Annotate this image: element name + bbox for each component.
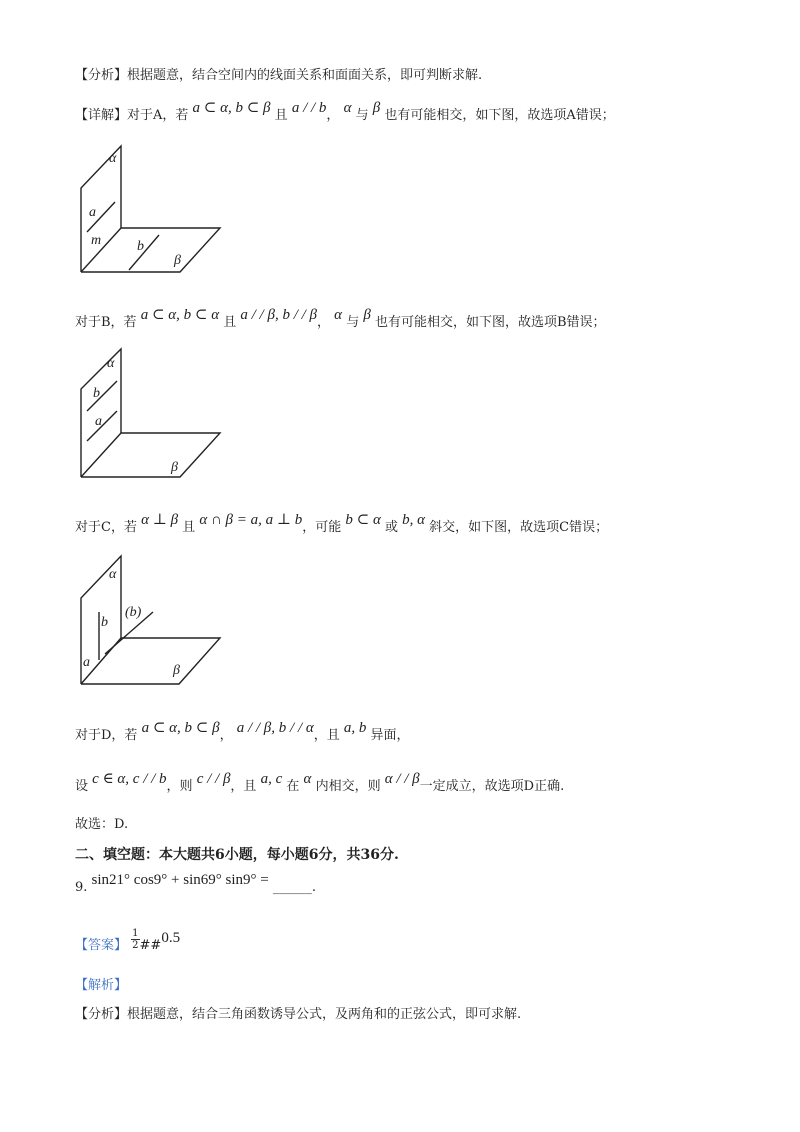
option-c-text-2: ，可能 [302,520,342,535]
option-d2-text-5: 一定成立，故选项D正确. [419,779,565,794]
detail-tag: 【详解】 [75,108,128,123]
answer-line [75,928,181,957]
option-d2-text-2: ，且 [230,779,257,794]
option-b-math-1: a ⊂ α, b ⊂ α [140,307,220,323]
option-a-math-2: a / / b [291,100,327,116]
option-a-math-4: β [372,100,381,116]
figure-b [75,345,235,485]
question-9-expression: sin21° cos9° + sin69° sin9° = [91,872,269,888]
fig-a-label-beta: β [174,253,181,268]
question-9-blank: ______. [272,880,317,895]
option-c-text-3: 或 [385,520,399,535]
section-2-heading: 二、填空题：本大题共6小题，每小题6分，共36分. [75,847,399,863]
fig-c-label-b-paren: (b) [125,605,142,620]
detail-option-c [75,512,609,536]
option-d2-text-3: 在 [286,779,300,794]
figure-c [75,550,235,690]
choice-line: 故选：D. [75,817,129,832]
option-d-text-1: ， [219,728,233,743]
option-b-math-3: α [334,307,343,323]
option-b-math-4: β [363,307,371,323]
option-d2-math-5: α / / β [384,771,420,787]
option-c-math-2: α ∩ β = a, a ⊥ b [199,512,303,528]
fig-b-label-b: b [93,386,100,401]
fig-a-label-b: b [137,239,144,254]
option-a-text-1: 且 [274,108,288,123]
question-9 [75,872,317,896]
jiexi-heading: 【解析】 [75,978,128,993]
option-c-math-4: b, α [402,512,426,528]
option-d2-text-1: ，则 [166,779,193,794]
option-b-text-3: 与 [346,315,360,330]
detail-option-b [75,307,606,331]
fig-b-label-beta: β [171,460,178,475]
option-d2-math-1: c ∈ α, c / / b [92,771,167,787]
answer-denominator: 2 [132,940,139,951]
option-c-text-4: 斜交，如下图，故选项C错误； [429,520,609,535]
option-a-math-1: a ⊂ α, b ⊂ β [192,100,271,116]
answer-alt: 0.5 [161,930,181,946]
fig-b-label-alpha: α [107,356,115,371]
option-a-prefix: 对于A，若 [127,108,189,123]
answer-separator: ## [139,938,162,953]
option-a-text-4: 也有可能相交，如下图，故选项A错误； [384,108,615,123]
option-b-math-2: a / / β, b / / β [240,307,318,323]
answer-fraction [131,928,139,951]
analysis-tag: 【分析】 [75,68,128,83]
analysis-text: 根据题意，结合空间内的线面关系和面面关系，即可判断求解. [127,68,483,83]
option-d-text-2: ，且 [313,728,340,743]
option-c-text-1: 且 [182,520,196,535]
option-d2-math-3: a, c [260,771,283,787]
option-d2-text-4: 内相交，则 [315,779,381,794]
option-a-text-2: ， [326,108,340,123]
fig-c-label-b: b [101,615,108,630]
answer-tag: 【答案】 [75,938,128,953]
detail-option-d [75,720,410,744]
fig-c-label-beta: β [173,663,180,678]
analysis-2-tag: 【分析】 [75,1007,128,1022]
option-b-prefix: 对于B，若 [75,315,137,330]
analysis-2-text: 根据题意，结合三角函数诱导公式，及两角和的正弦公式，即可求解. [127,1007,522,1022]
fig-c-label-alpha: α [109,567,117,582]
option-b-text-4: 也有可能相交，如下图，故选项B错误； [374,315,606,330]
option-d-math-2: a / / β, b / / α [236,720,314,736]
option-b-text-1: 且 [223,315,237,330]
option-d-prefix: 对于D，若 [75,728,138,743]
figure-a [75,140,235,280]
fig-c-label-a: a [83,655,90,670]
option-b-text-2: ， [317,315,331,330]
option-a-math-3: α [343,100,352,116]
option-d-math-3: a, b [343,720,367,736]
option-d2-math-2: c / / β [196,771,231,787]
analysis-line-1 [75,64,482,83]
answer-numerator: 1 [132,928,139,939]
option-a-text-3: 与 [355,108,369,123]
option-d-text-3: 异面， [370,728,410,743]
option-d2-math-4: α [303,771,312,787]
fig-a-label-m: m [91,233,102,248]
fig-a-label-a: a [89,205,96,220]
detail-option-a [75,100,615,124]
fig-a-label-alpha: α [109,151,117,166]
option-c-prefix: 对于C，若 [75,520,137,535]
option-c-math-1: α ⊥ β [141,512,179,528]
question-9-number: 9. [75,880,88,895]
fig-b-label-a: a [95,414,102,429]
option-d-math-1: a ⊂ α, b ⊂ β [141,720,220,736]
detail-option-d-2 [75,771,565,795]
option-d2-prefix: 设 [75,779,89,794]
option-c-math-3: b ⊂ α [345,512,381,528]
analysis-line-2 [75,1003,521,1022]
